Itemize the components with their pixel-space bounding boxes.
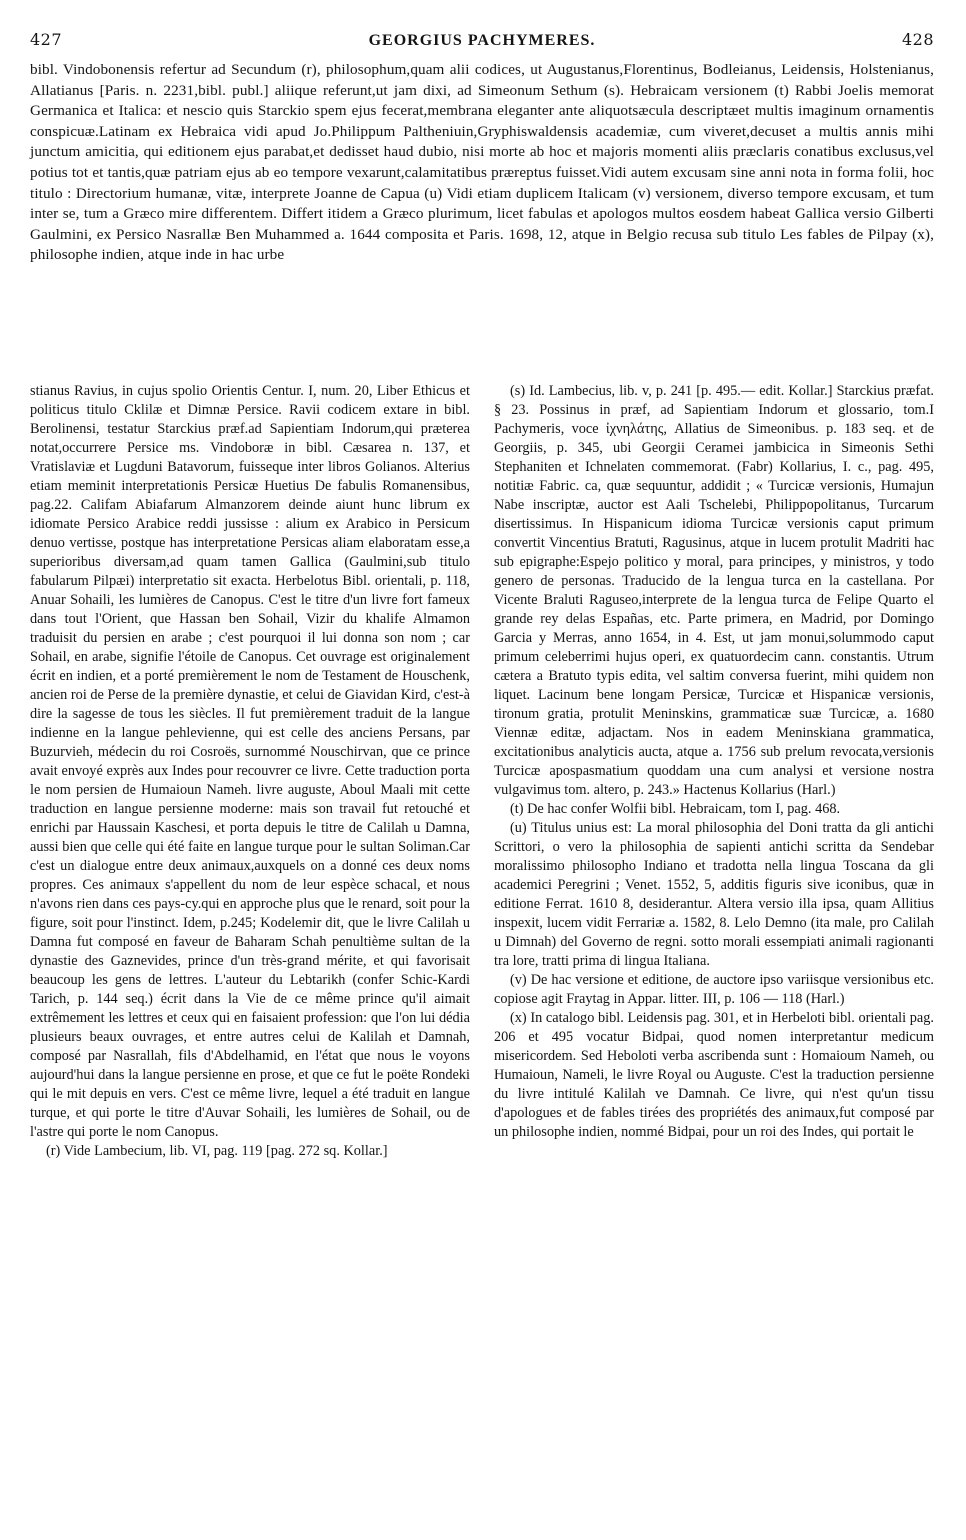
page-number-right: 428 bbox=[901, 30, 934, 49]
footnote-u: (u) Titulus unius est: La moral philosophia del Doni tratta da gli antichi Scrittori, o vero la philosophia de sapienti antichi scritta da Sendebar moralissimo philosopho Indiano et tradotta nella lingua Toscana da gli academici Peregrini ; Venet. 1552, 5, additis figuris sive iconibus, quæ in editione Ferrat. 1610 8, desiderantur. Altera versio illa ipsa, quam Allitius inspexit, lucem vidit Ferrariæ a. 1582, 8. Lelo Demno (ita male, pro Calilah u Dimnah) del Governo de regni. sotto morali essempiati animali ragionanti tra lore, tratti prima di lingua Italiana. bbox=[494, 820, 934, 969]
page-number-left: 427 bbox=[30, 30, 63, 49]
footnote-s: (s) Id. Lambecius, lib. v, p. 241 [p. 495.— edit. Kollar.] Starckius præfat. § 23. Possinus in præf, ad Sapientiam Indorum et glossario, tom.I Pachymeris, voce ἰχνηλάτης, Allatius de Simeonibus. p. 183 seq. et de Georgiis, p. 345, ubi Georgii Ceramei jambicica in Simeonis Sethi Stephaniten et Ichnelaten commemorat. (Fabr) Kollarius, I. c., pag. 495, notitiæ Fabric. ca, quæ sequuntur, addidit ; « Turcicæ versionis, Humajun Nabe inscriptæ, auctor est Aali Tschelebi, Philippopolitanus, Turcarum disertissimus. In Hispanicum idioma Turcicæ versionis caput primum convertit Vincentius Bratuti, Ragusinus, atque in lucem protulit Madriti hac sub epigraphe:Espejo politico y moral, para principes, y ministros, y todo genero de personas. Traducido de la lengua turca en la castellana. Por Vicente Braluti Raguseo,interprete de la lengua turca de Felipe Quarto el grande rey delas Españas, etc. Parte primera, en Madrid, por Domingo Garcia y Merras, anno 1654, in 4. Est, ut jam monui,solummodo caput primum celeberrimi hujus operi, ex quatuordecim cann. constantis. Utrum cætera a Bratuto typis edita, vel saltim conversa fuerint, mihi quidem non liquet. Lacinum bene longam Persicæ, Turcicæ et Hispanicæ versionis, tironum gratia, protulit Meninskins, grammaticæ suæ Turcicæ, a. 1680 Viennæ editæ, adjactam. Nos in eadem Meninskiana grammatica, excitationibus analyticis aucta, atque a. 1756 sub prelum revocata,versionis Turcicæ apospasmatium quoddam una cum analysi et versione nostra vulgavimus tom. altero, p. 243.» Hactenus Kollarius (Harl.) bbox=[494, 383, 934, 798]
main-text bbox=[30, 60, 934, 266]
footnote-columns bbox=[30, 382, 934, 1161]
left-column bbox=[30, 382, 470, 1161]
page bbox=[30, 30, 934, 1159]
footnote-t: (t) De hac confer Wolfii bibl. Hebraicam, tom I, pag. 468. bbox=[510, 801, 841, 817]
footnote-x: (x) In catalogo bibl. Leidensis pag. 301, et in Herbeloti bibl. orientali pag. 206 et 495 vocatur Bidpai, quod nomen interpretantur medicum misericordem. Sed Heboloti verba ascribenda sunt : Homaioum Nameh, ou Humaioun, Nameli, le livre Royal ou Auguste. C'est la traduction persienne du livre intitulé Kalilah ve Damnah. Ce livre, qui n'est qu'un tissu d'apologues et de fables tirées des propriétés des animaux,fut composé par un philosophe indien, nommé Bidpai, pour un roi des Indes, qui portait le bbox=[494, 1010, 934, 1140]
footnote-r: (r) Vide Lambecium, lib. VI, pag. 119 [pag. 272 sq. Kollar.] bbox=[46, 1143, 388, 1159]
right-column bbox=[494, 382, 934, 1161]
main-paragraph: bibl. Vindobonensis refertur ad Secundum (r), philosophum,quam alii codices, ut Augustanus,Florentinus, Bodleianus, Leidensis, Holstenianus, Allatianus [Paris. n. 2231,bibl. publ.] aliique referunt,ut jam dixi, ad Simeonum Sethum (s). Hebraicam versionem (t) Rabbi Joelis memorat Germanica et Italica: et nescio quis Starckio spem ejus fecerat,membrana eleganter ante aliquotsæcula descriptæet multis imaginum ornamentis conspicuæ.Latinam ex Hebraica vidi apud Jo.Philippum Paltheniuin,Gryphiswaldensis academiæ, cum viveret,decuset a multis annis mihi junctum amicitia, qui editionem ejus parabat,et dedisset haud dubio, nisi morte ab hoc et majoris momenti aliis præclaris conatibus exclusus,vel potius tot et tantis,quæ patriam ejus ab eo tempore vexarunt,calamitatibus præreptus fuisset.Vidi autem excusam sine anni nota in forma folii, hoc titulo : Directorium humanæ, vitæ, interprete Joanne de Capua (u) Vidi etiam duplicem Italicam (v) versionem, diverso tempore excusam, et tum inter se, tum a Græco mire differentem. Differt itidem a Græco plurimum, licet fabulas et apologos multos eosdem habeat Gallica versio Gilberti Gaulmini, ex Persico Nasrallæ Ben Muhammed a. 1644 composita et Paris. 1698, 12, atque in Belgio recusa sub titulo Les fables de Pilpay (x), philosophe indien, atque inde in hac urbe bbox=[30, 61, 934, 264]
running-title: GEORGIUS PACHYMERES. bbox=[368, 32, 596, 49]
footnote-continuation: stianus Ravius, in cujus spolio Orientis Centur. I, num. 20, Liber Ethicus et politicus titulo Cklilæ et Dimnæ Persice. Ravii codicem extare in bibl. Berolinensi, testatur Starckius præf.ad Sapientiam Indorum,qui præterea notat,occurrere Persice ms. Vindoboræ in bibl. Cæsarea n. 137, et Vratislaviæ et Lugduni Batavorum, fuisseque inter libros Golianos. Alterius etiam meminit interpretationis Persicæ Huetius De fabulis Romanensibus, pag.22. Califam Abiafarum Almanzorem deinde aiunt hunc librum ex idiomate Persico Arabice reddi jussisse : alium ex Arabico in Persicum denuo vertisse, postque has interpretatione Persicas aliam elaboratam esse,a superioribus diversam,ad quam tamen Gallica (Gaulmini,sub titulo fabularum Pilpæi) interpretatio sit exacta. Herbelotus Bibl. orientali, p. 118, Anuar Sohaili, les lumières de Canopus. C'est le titre d'un livre fort fameux dans tout l'Orient, que Hassan ben Sohail, Vizir du khalife Almamon traduisit du persien en arabe ; c'est pourquoi il lui donna son nom ; car Sohail, en arabe, signifie l'étoile de Canopus. Cet ouvrage est originalement écrit en indien, et a porté premièrement le nom de Testament de Houschenk, ancien roi de Perse de la première dynastie, et celui de Giavidan Kird, c'est-à dire la sagesse de tous les siècles. Il fut premièrement traduit de la langue indienne en la langue pehlevienne, qui est celle des anciens Persans, par Buzurvieh, médecin du roi Cosroës, surnommé Nouschirvan, que ce prince avait envoyé exprès aux Indes pour recouvrer ce livre. Cette traduction porta le nom persien de Humaioun Nameh. livre auguste, Aboul Maali mit cette traduction en langue persienne moderne: mais son travail fut retouché et enrichi par Haussain Kaschesi, et porta depuis le titre de Calilah u Damna, aussi bien que celle qui été faite en langue turque pour le sultan Soliman.Car c'est un dialogue entre deux animaux,auxquels on a donné ces deux noms propres. Ces animaux s'appellent du nom de leur espèce schacal, et nous n'avons rien dans ces pays-cy.qui en approche plus que le renard, soit pour la figure, soit pour l'instinct. Idem, p.245; Kodelemir dit, que le livre Calilah u Damna fut composé en faveur de Baharam Schah penultième sultan de la dynastie des Gaznevides, prince d'un très-grand mérite, et qui favorisait beaucoup les gens de lettres. L'auteur du Lebtarikh (confer Schic-Kardi Tarich, p. 144 seq.) écrit dans la Vie de ce même prince qu'il aimait extrêmement les lettres et ceux qui en faisaient profession: que l'on lui dédia plusieurs beaux ouvrages, et entre autres celui de Kalilah et Damnah, composé par Nasrallah, fils d'Abdelhamid, en l'état que nous le voyons aujourd'hui dans la langue persienne en prose, et que ce fut le poëte Rondeki qui le mit depuis en vers. C'est ce même livre, lequel a été traduit en langue turque, et qui porte le titre d'Auvar Sohaili, les lumières de Sohail, ou de l'astre qui porte le nom Canopus. bbox=[30, 383, 470, 1140]
footnote-v: (v) De hac versione et editione, de auctore ipso variisque versionibus etc. copiose agit Fraytag in Appar. litter. III, p. 106 — 118 (Harl.) bbox=[494, 972, 934, 1007]
running-header bbox=[30, 30, 934, 54]
